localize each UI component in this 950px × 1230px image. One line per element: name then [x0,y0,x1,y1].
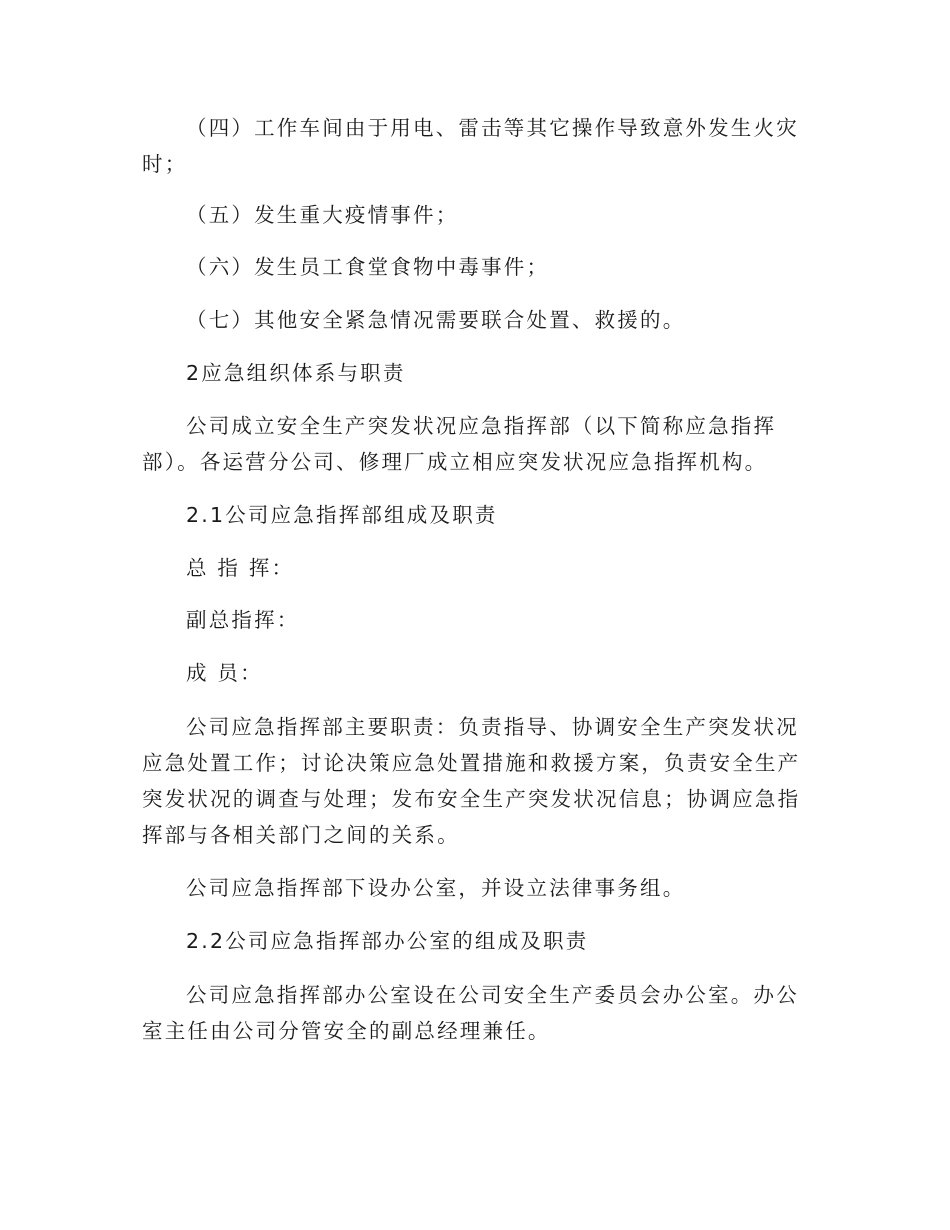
paragraph-command-establishment: 公司成立安全生产突发状况应急指挥部（以下简称应急指挥部）。各运营分公司、修理厂成立相应突发状况应急指挥机构。 [142,414,777,474]
section-2-2-heading: 2.2公司应急指挥部办公室的组成及职责 [186,929,589,953]
line-deputy-commander: 副总指挥： [186,608,300,632]
line-commander: 总 指 挥： [186,556,295,580]
item-4-fire: （四）工作车间由于用电、雷击等其它操作导致意外发生火灾时； [142,116,799,176]
item-5-epidemic: （五）发生重大疫情事件； [186,203,459,227]
line-members: 成 员： [186,661,263,685]
paragraph-office-location: 公司应急指挥部办公室设在公司安全生产委员会办公室。办公室主任由公司分管安全的副总经理兼任。 [142,983,799,1043]
section-2-1-heading: 2.1公司应急指挥部组成及职责 [186,503,498,527]
item-7-other: （七）其他安全紧急情况需要联合处置、救援的。 [186,308,686,332]
item-6-food-poisoning: （六）发生员工食堂食物中毒事件； [186,255,550,279]
paragraph-office-setup: 公司应急指挥部下设办公室，并设立法律事务组。 [186,876,686,900]
section-2-heading: 2应急组织体系与职责 [186,361,406,385]
paragraph-main-duties: 公司应急指挥部主要职责：负责指导、协调安全生产突发状况应急处置工作；讨论决策应急处置措施和救援方案，负责安全生产突发状况的调查与处理；发布安全生产突发状况信息；协调应急指挥部与各相关部门之间的关系。 [142,715,801,847]
